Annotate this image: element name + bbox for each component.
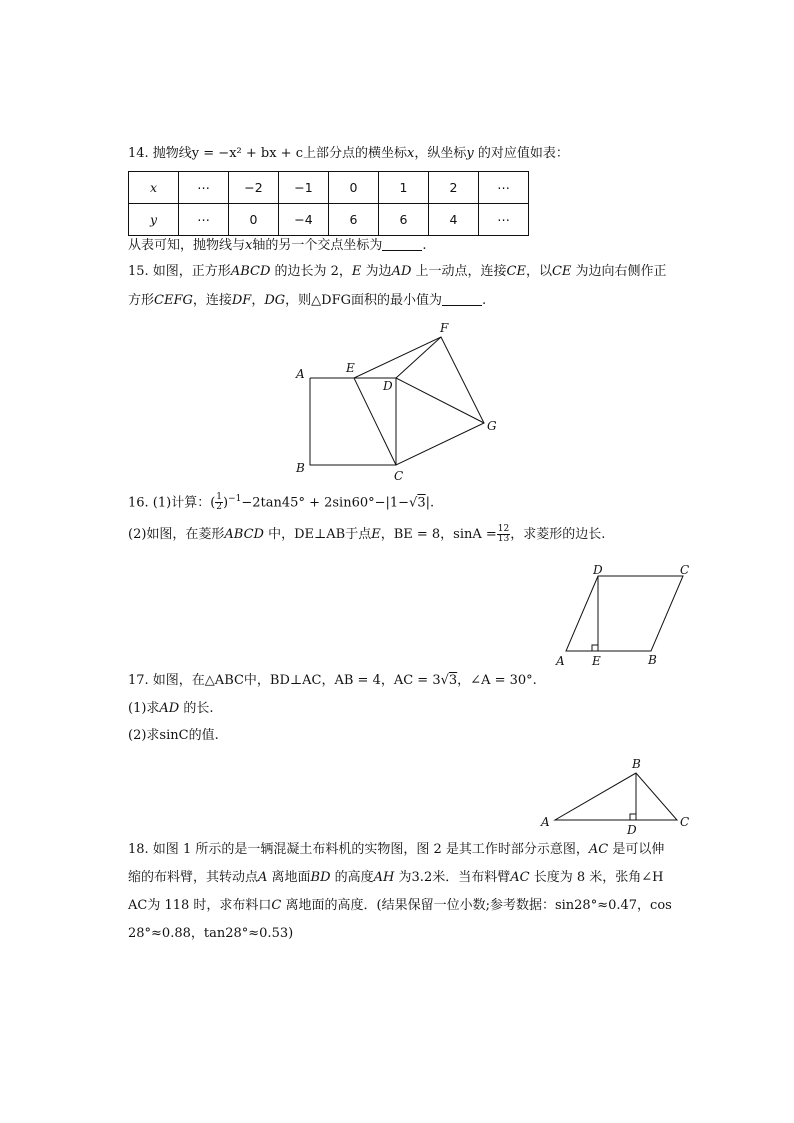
q17-part2: (2)求sinC的值.: [128, 728, 219, 743]
table-cell: −1: [279, 172, 329, 204]
table-cell: ⋯: [179, 204, 229, 236]
point-label-d: D: [627, 823, 637, 837]
table-cell: −2: [229, 172, 279, 204]
point-label-g: G: [487, 419, 497, 433]
point-label-d: D: [383, 379, 393, 393]
q18-line4: 28°≈0.88，tan28°≈0.53): [128, 926, 294, 941]
table-cell: 2: [429, 172, 479, 204]
point-label-b: B: [648, 653, 657, 667]
table-cell: ⋯: [179, 172, 229, 204]
q15-stem-line2: 方形CEFG，连接DF，DG，则△DFG面积的最小值为 .: [128, 293, 487, 308]
table-cell: ⋯: [479, 204, 529, 236]
q16-part2: (2)如图，在菱形ABCD 中，DE⊥AB于点E，BE = 8，sinA = $\frac{12}{13}$ ，求菱形的边长.: [128, 524, 606, 544]
table-cell: x: [129, 172, 179, 204]
point-label-c: C: [680, 815, 690, 829]
table-cell: 6: [379, 204, 429, 236]
q17-part1: (1)求AD 的长.: [128, 701, 214, 716]
table-cell: ⋯: [479, 172, 529, 204]
q14-question: 从表可知，抛物线与x轴的另一个交点坐标为 .: [128, 238, 427, 253]
point-label-c: C: [394, 469, 404, 483]
point-label-b: B: [296, 461, 305, 475]
q18-line2: 缩的布料臂，其转动点A 离地面BD 的高度AH 为3.2米．当布料臂AC 长度为 8 米，张角∠H: [128, 870, 664, 885]
point-label-b: B: [632, 757, 641, 771]
table-cell: 4: [429, 204, 479, 236]
q14-stem: 14. 抛物线y = −x² + bx + c上部分点的横坐标x，纵坐标y 的对应值如表：: [128, 146, 569, 161]
point-label-a: A: [556, 654, 565, 668]
q18-line1: 18. 如图 1 所示的是一辆混凝土布料机的实物图，图 2 是其工作时部分示意图，AC 是可以伸: [128, 842, 665, 857]
point-label-c: C: [680, 563, 690, 577]
q15-stem-line1: 15. 如图，正方形ABCD 的边长为 2，E 为边AD 上一动点，连接CE，以CE 为边向右侧作正: [128, 264, 667, 279]
table-cell: −4: [279, 204, 329, 236]
table-cell: 1: [379, 172, 429, 204]
table-cell: 0: [229, 204, 279, 236]
table-cell: 0: [329, 172, 379, 204]
table-cell: 6: [329, 204, 379, 236]
point-label-e: E: [346, 361, 355, 375]
point-label-a: A: [296, 367, 305, 381]
right-angle-mark: [630, 814, 636, 820]
triangle-abc: [555, 773, 677, 820]
point-label-e: E: [592, 654, 601, 668]
fraction: $\frac{12}{13}$: [497, 524, 510, 544]
q18-line3: AC为 118 时，求布料口C 离地面的高度．(结果保留一位小数;参考数据：sin28°≈0.47，cos: [128, 898, 672, 913]
q16-part1: 16. (1)计算：( $\frac{1}{2}$ )$^{-1}$−2tan45° + 2sin60°−|1−√3|.: [128, 492, 435, 513]
q17-stem: 17. 如图，在△ABC中，BD⊥AC，AB = 4，AC = 3√3，∠A = 30°.: [128, 673, 537, 688]
fraction: $\frac{1}{2}$: [216, 492, 223, 513]
point-label-a: A: [541, 815, 550, 829]
point-label-f: F: [440, 321, 449, 335]
table-cell: y: [129, 204, 179, 236]
point-label-d: D: [593, 563, 603, 577]
